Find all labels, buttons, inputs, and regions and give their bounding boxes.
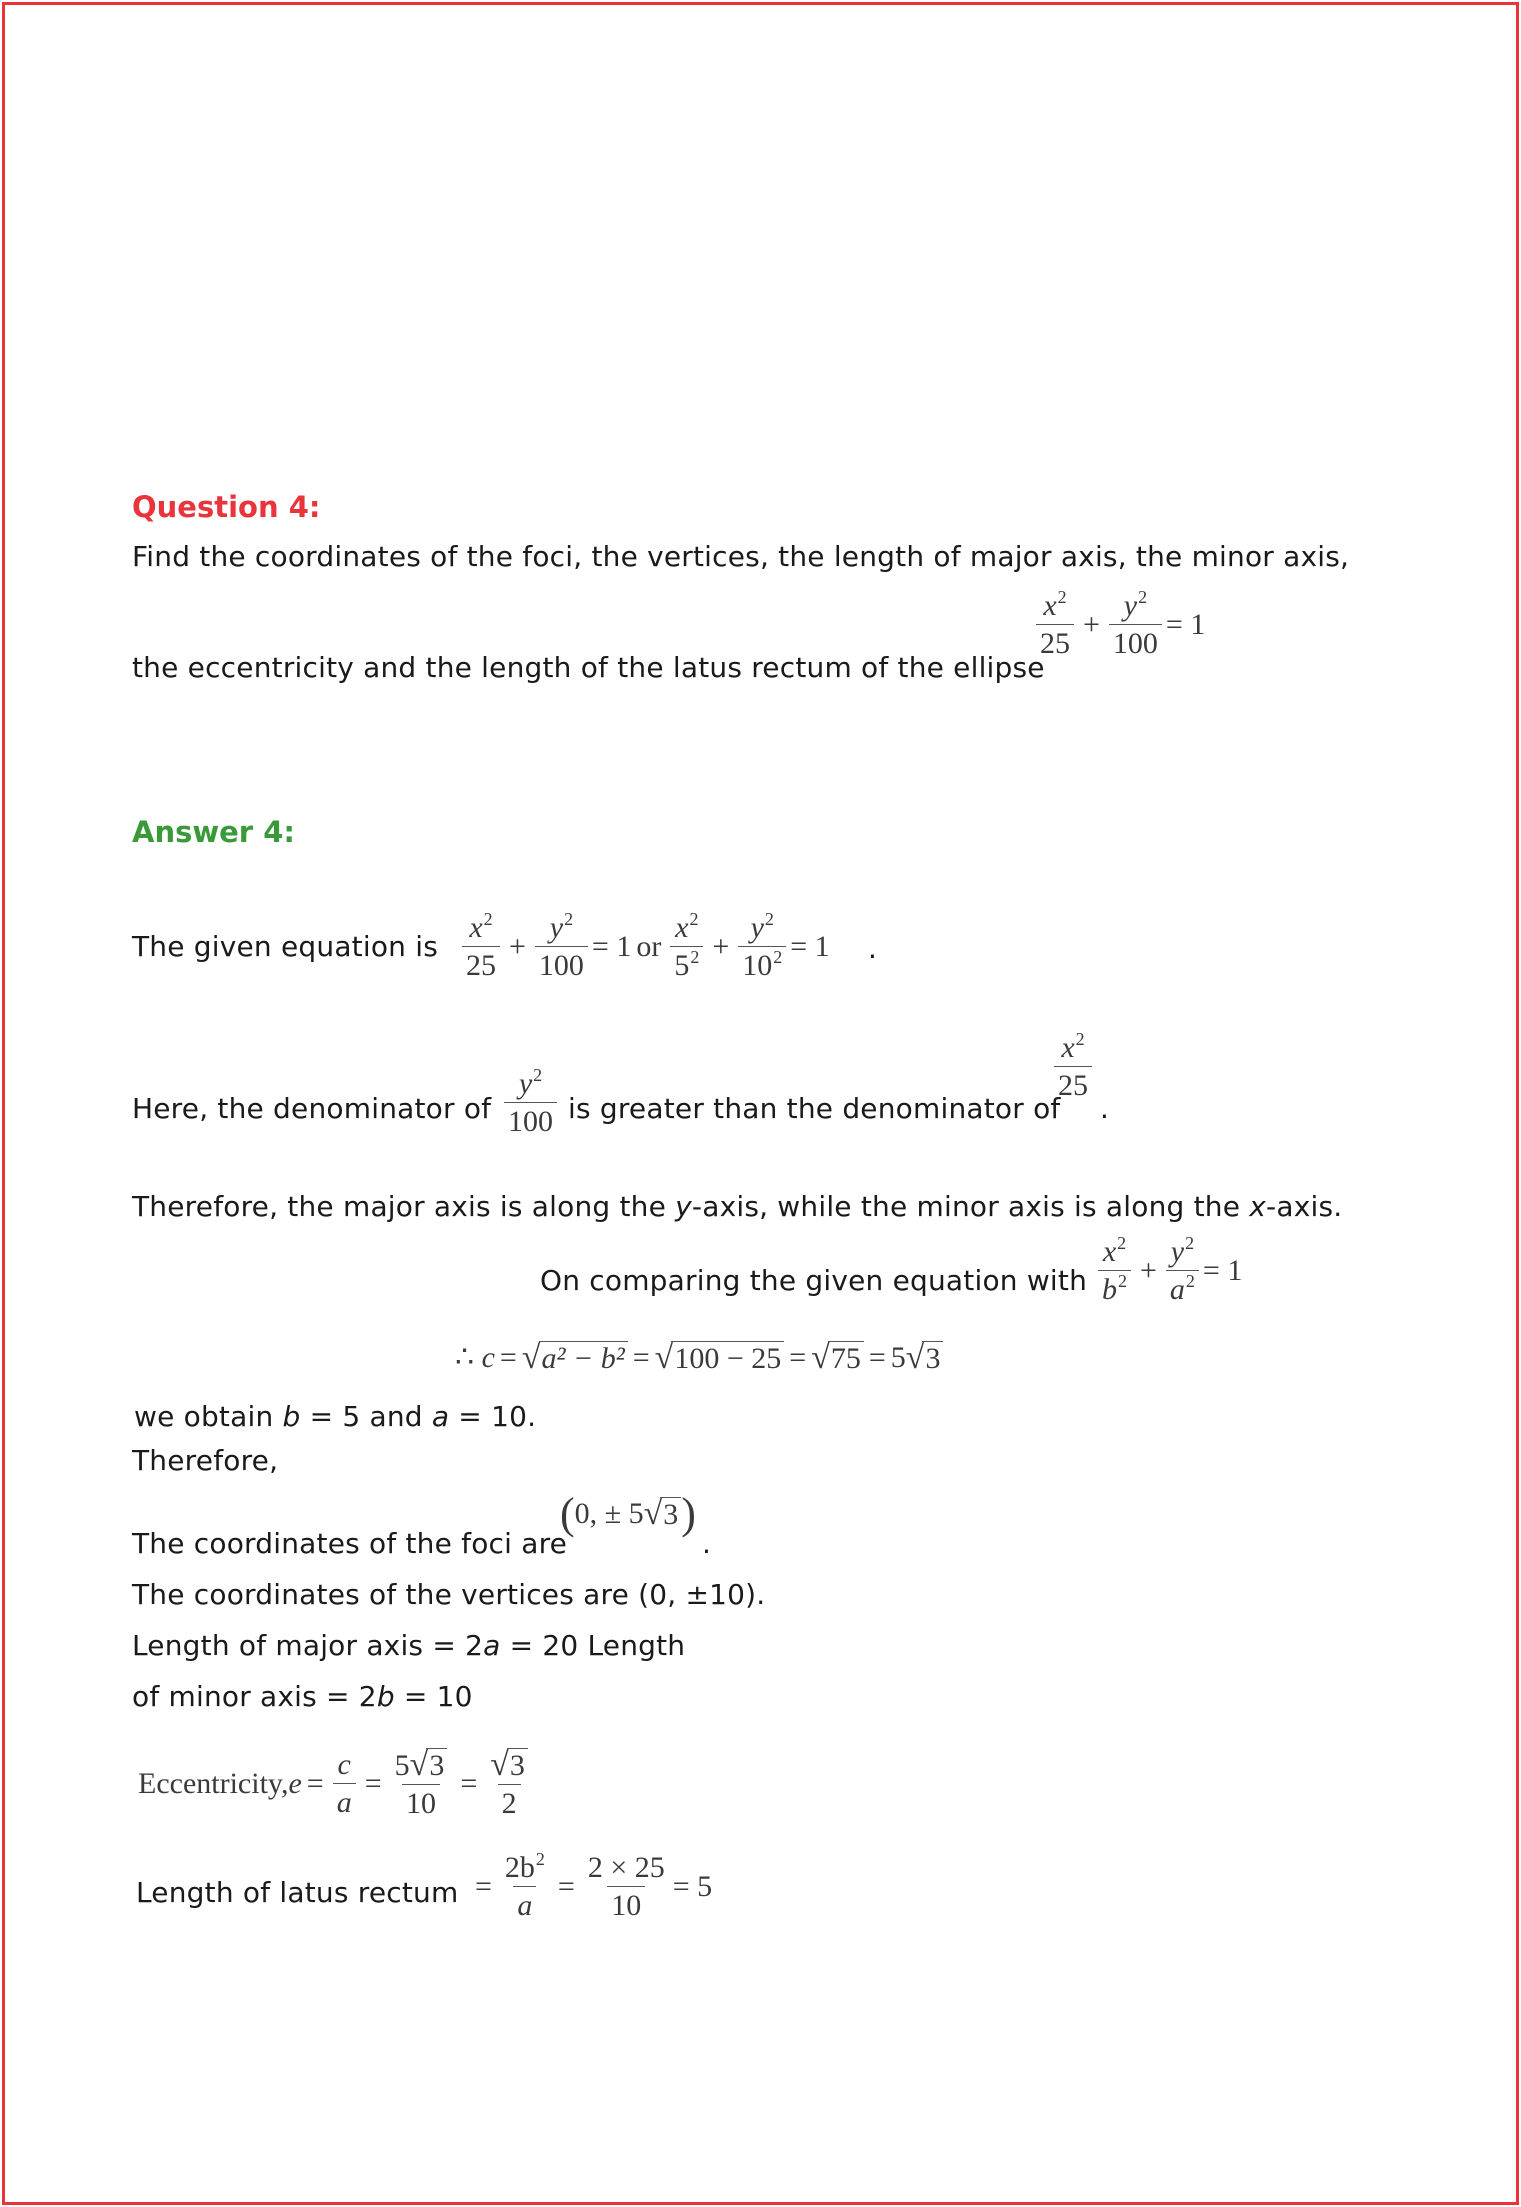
foci-label: The coordinates of the foci are (132, 1527, 568, 1560)
given-equation-end: . (868, 932, 878, 965)
given-equation: $\frac{x^2}{25}$ + $\frac{y^2}{100}$ = 1 or $\frac{x^2}{5^2}$ + $\frac{y^2}{10^2}$ = 1 (458, 912, 830, 981)
denominator-text-pre: Here, the denominator of (132, 1092, 492, 1125)
latus-rectum-formula: = $\frac{2b^2}{a}$ = $\frac{2 \times 25}{10}$ = 5 (475, 1849, 713, 1922)
answer-title: Answer 4: (132, 815, 295, 849)
given-equation-label: The given equation is (132, 930, 438, 963)
latus-rectum-label: Length of latus rectum (136, 1876, 459, 1909)
minor-axis-length: of minor axis = 2b = 10 (132, 1680, 473, 1713)
question-line-1: Find the coordinates of the foci, the vertices, the length of major axis, the minor axis, (132, 540, 1350, 573)
vertices-statement: The coordinates of the vertices are (0, ±10). (132, 1578, 766, 1611)
denominator-text-end: . (1100, 1092, 1110, 1125)
foci-end: . (702, 1527, 712, 1560)
fraction-x2-25-inline: $\frac{x^2}{25}$ (1050, 1032, 1096, 1101)
therefore-label: Therefore, (132, 1444, 279, 1477)
fraction-x2-25: $\frac{x^2}{25}$ (1036, 590, 1074, 659)
fraction-y2-100: $\frac{y^2}{100}$ (1109, 590, 1162, 659)
question-title: Question 4: (132, 490, 321, 524)
standard-ellipse-equation: $\frac{x^2}{b^2}$ + $\frac{y^2}{a^2}$ = 1 (1094, 1236, 1242, 1305)
major-axis-statement: Therefore, the major axis is along the y-axis, while the minor axis is along the x-axis. (132, 1190, 1343, 1223)
fraction-y2-100-inline: $\frac{y^2}{100}$ (500, 1068, 561, 1137)
eccentricity-formula: Eccentricity, e = $\frac{c}{a}$ = 5 √ 3 10 = √ 3 2 (138, 1748, 536, 1820)
question-line-2: the eccentricity and the length of the latus rectum of the ellipse (132, 651, 1045, 684)
denominator-text-mid: is greater than the denominator of (568, 1092, 1061, 1125)
c-calculation: ∴ c = √ a² − b² = √ 100 − 25 = √ 75 = 5 √ 3 (455, 1340, 943, 1375)
comparing-text: On comparing the given equation with (540, 1264, 1088, 1297)
question-ellipse-equation: $\frac{x^2}{25}$ + $\frac{y^2}{100}$ = 1 (1032, 590, 1205, 659)
foci-value: ( 0, ± 5 √ 3 ) (560, 1489, 696, 1538)
major-axis-length: Length of major axis = 2a = 20 Length (132, 1629, 686, 1662)
obtain-values: we obtain b = 5 and a = 10. (134, 1400, 537, 1433)
